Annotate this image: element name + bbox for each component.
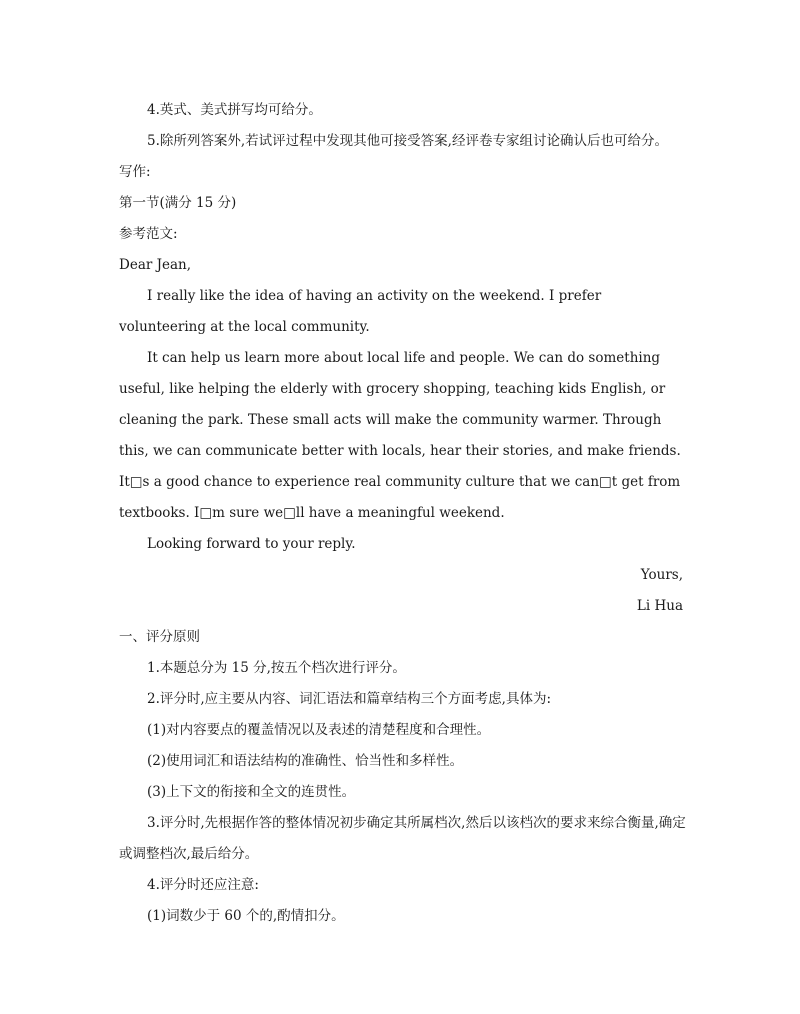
letter-para-3: Looking forward to your reply. [147,536,356,552]
scoring-rule-3: 3.评分时,先根据作答的整体情况初步确定其所属档次,然后以该档次的要求来综合衡量,确定或调整档次,最后给分。 [119,815,686,862]
scoring-rule-2b: (2)使用词汇和语法结构的准确性、恰当性和多样性。 [147,753,464,769]
letter-closing: Yours, [640,567,683,583]
scoring-rule-1: 1.本题总分为 15 分,按五个档次进行评分。 [147,660,406,676]
letter-greeting: Dear Jean, [119,257,192,273]
letter-para-2: It can help us learn more about local life and people. We can do something useful, like helping the elderly with grocery shopping, teaching kids English, or cleaning the park. These small acts will make the community warmer. Through this, we can communicate better with locals, hear their stories, and make friends. It□s a good chance to experience real community culture that we can□t get from textbooks. I□m sure we□ll have a meaningful weekend. [119,350,681,521]
document-page [119,95,689,932]
scoring-rule-2c: (3)上下文的衔接和全文的连贯性。 [147,784,356,800]
note-5: 5.除所列答案外,若试评过程中发现其他可接受答案,经评卷专家组讨论确认后也可给分。 [147,133,668,149]
section-part1: 第一节(满分 15 分) [119,195,237,211]
scoring-heading: 一、评分原则 [119,629,200,645]
sample-label: 参考范文: [119,226,178,242]
scoring-rule-4a: (1)词数少于 60 个的,酌情扣分。 [147,908,345,924]
scoring-rule-4: 4.评分时还应注意: [147,877,259,893]
note-4: 4.英式、美式拼写均可给分。 [147,102,322,118]
letter-signature: Li Hua [636,598,683,614]
section-writing: 写作: [119,164,151,180]
letter-para-1: I really like the idea of having an activity on the weekend. I prefer volunteering at the local community. [119,288,602,335]
scoring-rule-2: 2.评分时,应主要从内容、词汇语法和篇章结构三个方面考虑,具体为: [147,691,552,707]
scoring-rule-2a: (1)对内容要点的覆盖情况以及表述的清楚程度和合理性。 [147,722,491,738]
